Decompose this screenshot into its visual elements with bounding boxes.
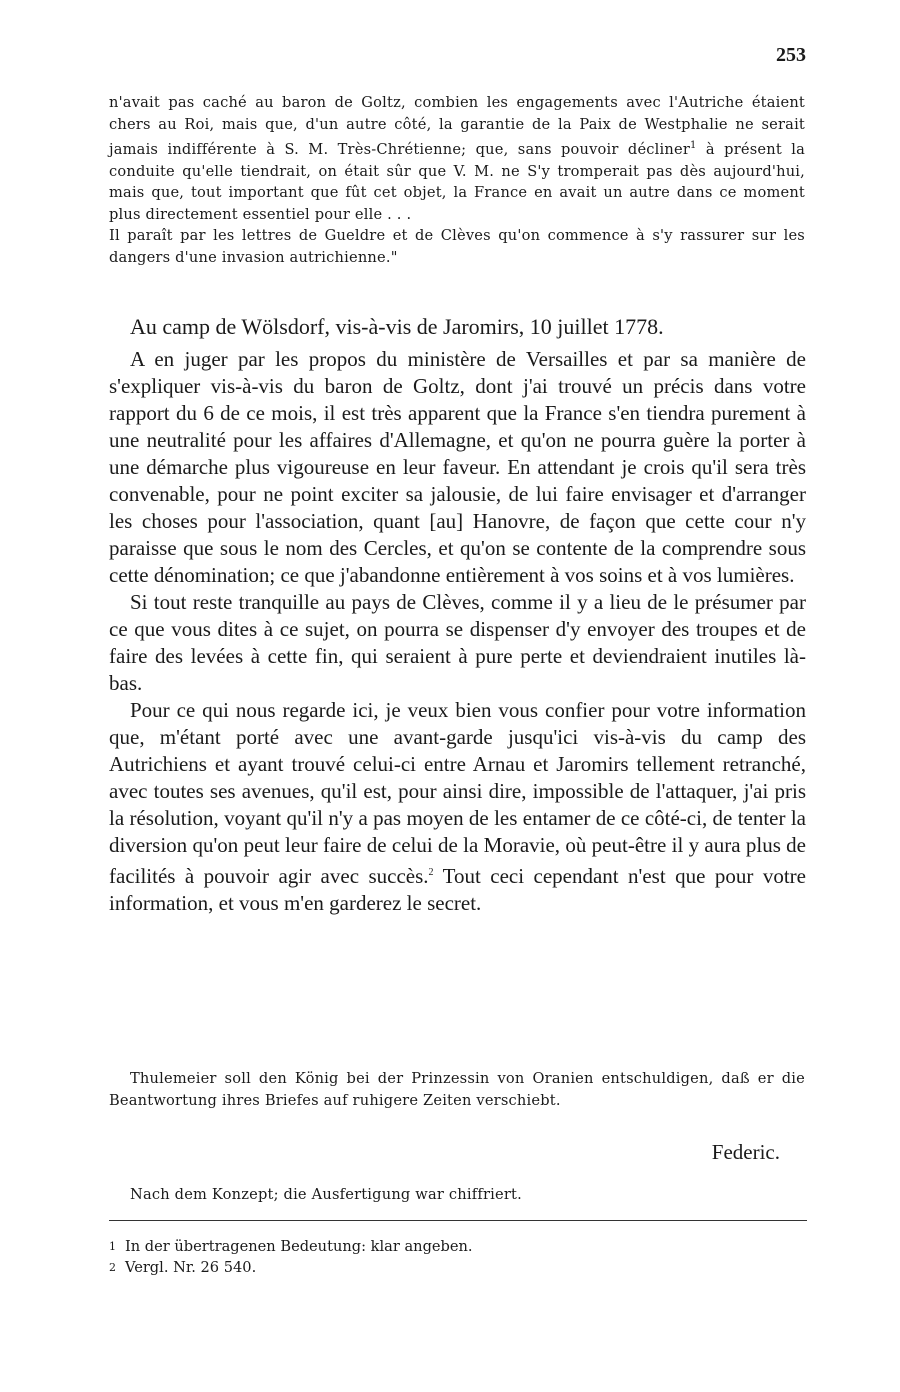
body-paragraph-1: A en juger par les propos du ministère de Versailles et par sa manière de s'expliquer vis-à-vis du baron de Goltz, dont j'ai trouvé un précis dans votre rapport du 6 de ce mois, il est très apparent que la France s'en tiendra purement à une neutralité pour les affaires d'Allemagne, et qu'on ne pourra guère la porter à une démarche plus vigoureuse en leur faveur. En attendant je crois qu'il sera très convenable, pour ne point exciter sa jalousie, de lui faire envisager et d'arranger les choses pour l'association, quant [au] Hanovre, de façon que cette cour n'y paraisse que sous le nom des Cercles, et qu'on se contente de la comprendre sous cette dénomination; ce que j'abandonne entièrement à vos soins et à vos lumières. (109, 347, 806, 587)
page-number: 253 (776, 44, 806, 66)
provenance-note: Nach dem Konzept; die Ausfertigung war chiffriert. (130, 1186, 522, 1203)
quote-paragraph-2: Il paraît par les lettres de Gueldre et de Clèves qu'on commence à s'y rassurer sur les dangers d'une invasion autrichienne." (109, 227, 805, 267)
body-paragraph-3: Pour ce qui nous regarde ici, je veux bien vous confier pour votre information que, m'étant porté avec une avant-garde jusqu'ici vis-à-vis du camp des Autrichiens et ayant trouvé celui-ci entre Arnau et Jaromirs tellement retranché, avec toutes ses avenues, qu'il est, pour ainsi dire, impossible de l'attaquer, j'ai pris la résolution, voyant qu'il n'y a pas moyen de les entamer de ce côté-ci, de tenter la diversion qu'on peut leur faire de celui de la Moravie, où peut-être il y aura plus de facilités à pouvoir agir avec succès.$^2$ Tout ceci cependant n'est que pour votre information, et vous m'en garderez le secret. (109, 698, 806, 915)
dateline: Au camp de Wölsdorf, vis-à-vis de Jaromirs, 10 juillet 1778. (130, 314, 664, 339)
footnote-mark: 2 (109, 1261, 116, 1274)
signature: Federic. (711, 1140, 780, 1164)
footnotes (109, 1236, 709, 1278)
footnote-ref-2: 2 (428, 867, 434, 878)
letter-body (109, 346, 806, 917)
body-paragraph-2: Si tout reste tranquille au pays de Clèves, comme il y a lieu de le présumer par ce que vous dites à ce sujet, on pourra se dispenser d'y envoyer des troupes et de faire des levées à cette fin, qui seraient à pure perte et deviendraient inutiles là-bas. (109, 590, 806, 695)
footnote-ref-1: 1 (690, 140, 697, 152)
footnote-text: Vergl. Nr. 26 540. (125, 1259, 257, 1276)
quote-paragraph-1: n'avait pas caché au baron de Goltz, combien les engagements avec l'Autriche étaient chers au Roi, mais que, d'un autre côté, la garantie de la Paix de Westphalie ne serait jamais indifférente à S. M. Très-Chrétienne; que, sans pouvoir décliner$^1$ à présent la conduite qu'elle tiendrait, on était sûr que V. M. ne S'y tromperait pas dès aujourd'hui, mais que, tout important que fût cet objet, la France en avait un autre dans ce moment plus directement essentiel pour elle . . . (109, 94, 805, 223)
footnote-text: In der übertragenen Bedeutung: klar angeben. (125, 1238, 473, 1255)
footnote-divider (109, 1220, 807, 1221)
footnote-1 (109, 1236, 709, 1257)
editorial-note: Thulemeier soll den König bei der Prinzessin von Oranien entschuldigen, daß er die Beantwortung ihres Briefes auf ruhigere Zeiten verschiebt. (109, 1070, 805, 1109)
quoted-report (109, 92, 805, 269)
footnote-2 (109, 1257, 709, 1278)
footnote-mark: 1 (109, 1240, 116, 1253)
